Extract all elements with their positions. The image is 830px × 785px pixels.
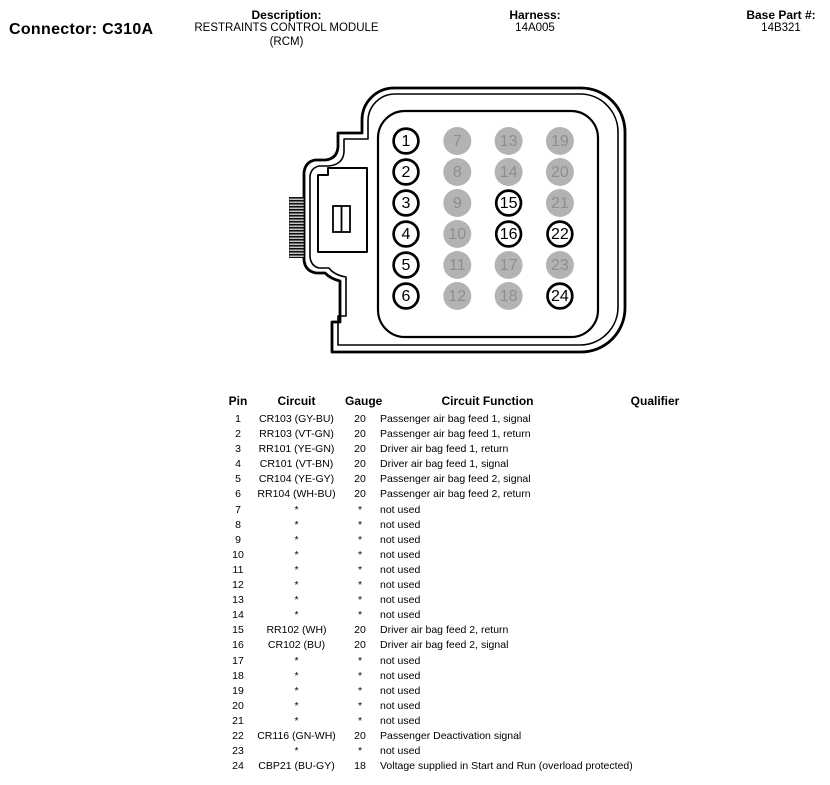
row-11-qualifier <box>600 563 710 578</box>
connector-title: Connector: C310A <box>9 21 154 38</box>
row-17-gauge: * <box>357 654 363 667</box>
pin-22-number: 22 <box>551 226 569 243</box>
base-part-value: 14B321 <box>761 22 801 34</box>
row-19-pin: 19 <box>232 684 244 697</box>
row-10-function: not used <box>380 548 421 561</box>
row-1-circuit: CR103 (GY-BU) <box>259 413 334 425</box>
pin-20-number: 20 <box>551 164 569 181</box>
row-20-qualifier <box>600 699 710 714</box>
pin-12-number: 12 <box>448 288 467 305</box>
row-8-gauge: * <box>357 518 363 531</box>
pin-6-number: 6 <box>401 288 411 305</box>
row-14-qualifier <box>600 608 710 623</box>
column-header-circuit: Circuit <box>277 394 316 408</box>
row-3-circuit: RR101 (YE-GN) <box>258 443 335 456</box>
pin-18-number: 18 <box>499 288 518 305</box>
row-8-pin: 8 <box>235 518 241 531</box>
row-2-circuit: RR103 (VT-GN) <box>259 428 334 441</box>
row-20-function: not used <box>380 699 421 712</box>
pin-10-number: 10 <box>448 226 467 243</box>
row-9-qualifier <box>600 533 710 548</box>
column-header-gauge: Gauge <box>345 394 383 408</box>
row-18-gauge: * <box>357 669 363 682</box>
row-21-qualifier <box>600 714 710 729</box>
row-7-function: not used <box>380 503 421 516</box>
row-8-function: not used <box>380 518 421 531</box>
row-14-function: not used <box>380 609 421 622</box>
pin-24-number: 24 <box>551 288 569 305</box>
row-10-qualifier <box>600 548 710 563</box>
row-15-function: Driver air bag feed 2, return <box>380 624 509 637</box>
pin-5-number: 5 <box>401 257 411 274</box>
row-11-function: not used <box>380 563 421 576</box>
row-10-gauge: * <box>357 548 363 561</box>
harness-label: Harness: <box>509 8 561 22</box>
pin-7-number: 7 <box>452 133 462 150</box>
row-18-qualifier <box>600 669 710 684</box>
row-23-circuit: * <box>294 745 299 758</box>
row-24-qualifier <box>600 759 710 774</box>
row-23-pin: 23 <box>232 745 244 758</box>
pin-13-number: 13 <box>499 133 518 150</box>
pin-table <box>228 393 710 774</box>
row-16-qualifier <box>600 638 710 653</box>
pin-8-number: 8 <box>452 164 462 181</box>
pin-15-number: 15 <box>499 195 518 212</box>
row-22-circuit: CR116 (GN-WH) <box>257 729 336 742</box>
row-15-pin: 15 <box>232 624 244 637</box>
pin-9-number: 9 <box>452 195 462 212</box>
row-18-circuit: * <box>294 669 299 682</box>
column-header-pin: Pin <box>228 394 248 408</box>
row-17-function: not used <box>380 654 421 667</box>
row-1-gauge: 20 <box>354 413 366 425</box>
row-5-function: Passenger air bag feed 2, signal <box>380 473 531 486</box>
row-12-circuit: * <box>294 579 299 592</box>
pin-19-number: 19 <box>551 133 569 150</box>
pin-23-number: 23 <box>551 257 569 274</box>
row-19-circuit: * <box>294 684 299 697</box>
row-3-qualifier <box>600 442 710 457</box>
row-3-function: Driver air bag feed 1, return <box>380 443 509 456</box>
row-2-qualifier <box>600 427 710 442</box>
row-2-function: Passenger air bag feed 1, return <box>380 428 531 441</box>
harness-value: 14A005 <box>515 22 555 34</box>
row-5-gauge: 20 <box>354 473 366 486</box>
row-8-qualifier <box>600 518 710 533</box>
pin-11-number: 11 <box>448 257 466 274</box>
row-8-circuit: * <box>294 518 299 531</box>
row-12-pin: 12 <box>232 579 244 592</box>
row-2-gauge: 20 <box>354 428 366 441</box>
row-11-gauge: * <box>357 563 363 576</box>
row-24-function: Voltage supplied in Start and Run (overload protected) <box>380 760 633 773</box>
row-21-function: not used <box>380 714 421 727</box>
row-13-qualifier <box>600 593 710 608</box>
row-3-pin: 3 <box>235 443 241 456</box>
row-22-qualifier <box>600 729 710 744</box>
row-24-pin: 24 <box>232 760 244 773</box>
row-24-circuit: CBP21 (BU-GY) <box>258 760 335 773</box>
row-6-gauge: 20 <box>354 488 366 501</box>
row-7-pin: 7 <box>235 503 241 516</box>
pin-4-number: 4 <box>401 226 411 243</box>
row-11-circuit: * <box>294 563 299 576</box>
pin-16-number: 16 <box>499 226 518 243</box>
row-16-function: Driver air bag feed 2, signal <box>380 639 509 652</box>
row-14-gauge: * <box>357 609 363 622</box>
pin-14-number: 14 <box>499 164 518 181</box>
pin-1-number: 1 <box>401 133 411 150</box>
row-16-circuit: CR102 (BU) <box>267 639 326 652</box>
row-7-circuit: * <box>294 503 299 516</box>
row-17-qualifier <box>600 654 710 669</box>
row-14-pin: 14 <box>232 609 244 622</box>
row-1-qualifier <box>600 412 710 427</box>
row-4-function: Driver air bag feed 1, signal <box>380 458 509 471</box>
row-12-gauge: * <box>357 579 363 592</box>
row-21-gauge: * <box>357 714 363 727</box>
row-20-gauge: * <box>357 699 363 712</box>
row-5-qualifier <box>600 472 710 487</box>
row-18-function: not used <box>380 669 421 682</box>
harness-block <box>460 8 610 36</box>
row-23-function: not used <box>380 745 421 758</box>
row-4-gauge: 20 <box>354 458 366 471</box>
row-9-function: not used <box>380 533 421 546</box>
row-22-pin: 22 <box>232 729 244 742</box>
row-24-gauge: 18 <box>354 760 366 773</box>
row-21-circuit: * <box>294 714 299 727</box>
row-17-pin: 17 <box>232 654 244 667</box>
row-10-pin: 10 <box>232 548 244 561</box>
row-6-pin: 6 <box>235 488 241 501</box>
row-13-gauge: * <box>357 594 363 607</box>
description-value-line2: (RCM) <box>269 35 304 48</box>
row-15-circuit: RR102 (WH) <box>266 624 327 637</box>
row-23-qualifier <box>600 744 710 759</box>
row-13-pin: 13 <box>232 594 244 607</box>
row-22-gauge: 20 <box>354 729 366 742</box>
row-9-gauge: * <box>357 533 363 546</box>
row-11-pin: 11 <box>232 563 244 576</box>
row-1-pin: 1 <box>235 413 241 425</box>
pin-2-number: 2 <box>401 164 411 181</box>
row-13-function: not used <box>380 594 421 607</box>
description-label: Description: <box>251 8 322 22</box>
row-23-gauge: * <box>357 745 363 758</box>
row-6-qualifier <box>600 487 710 502</box>
row-5-circuit: CR104 (YE-GY) <box>258 473 335 486</box>
pin-21-number: 21 <box>551 195 569 212</box>
row-5-pin: 5 <box>235 473 241 486</box>
row-2-pin: 2 <box>235 428 241 441</box>
column-header-qualifier: Qualifier <box>630 394 680 408</box>
row-17-circuit: * <box>294 654 299 667</box>
pin-17-number: 17 <box>499 257 518 274</box>
column-header-function: Circuit Function <box>441 394 534 408</box>
row-10-circuit: * <box>294 548 299 561</box>
row-14-circuit: * <box>294 609 299 622</box>
description-block <box>169 8 404 49</box>
base-part-label: Base Part #: <box>746 8 816 22</box>
row-9-circuit: * <box>294 533 299 546</box>
connector-face-diagram <box>280 80 630 370</box>
pin-table-header <box>228 393 710 412</box>
row-22-function: Passenger Deactivation signal <box>380 729 522 742</box>
base-part-block <box>720 8 830 36</box>
row-12-qualifier <box>600 578 710 593</box>
pin-table-body <box>228 412 710 774</box>
description-value-line1: RESTRAINTS CONTROL MODULE <box>194 22 379 34</box>
row-15-gauge: 20 <box>354 624 366 637</box>
row-16-gauge: 20 <box>354 639 366 652</box>
row-18-pin: 18 <box>232 669 244 682</box>
row-19-qualifier <box>600 684 710 699</box>
row-20-pin: 20 <box>232 699 244 712</box>
row-4-pin: 4 <box>235 458 241 471</box>
row-7-gauge: * <box>357 503 363 516</box>
row-6-function: Passenger air bag feed 2, return <box>380 488 531 501</box>
row-19-function: not used <box>380 684 421 697</box>
pin-3-number: 3 <box>401 195 411 212</box>
row-15-qualifier <box>600 623 710 638</box>
row-6-circuit: RR104 (WH-BU) <box>257 488 336 501</box>
row-4-circuit: CR101 (VT-BN) <box>259 458 334 471</box>
row-19-gauge: * <box>357 684 363 697</box>
row-20-circuit: * <box>294 699 299 712</box>
row-4-qualifier <box>600 457 710 472</box>
row-3-gauge: 20 <box>354 443 366 456</box>
row-7-qualifier <box>600 503 710 518</box>
row-1-function: Passenger air bag feed 1, signal <box>380 413 531 425</box>
rib-texture <box>289 197 304 258</box>
row-12-function: not used <box>380 579 421 592</box>
row-16-pin: 16 <box>232 639 244 652</box>
rib-tab <box>289 197 304 258</box>
row-9-pin: 9 <box>235 533 241 546</box>
row-21-pin: 21 <box>232 714 244 727</box>
row-13-circuit: * <box>294 594 299 607</box>
